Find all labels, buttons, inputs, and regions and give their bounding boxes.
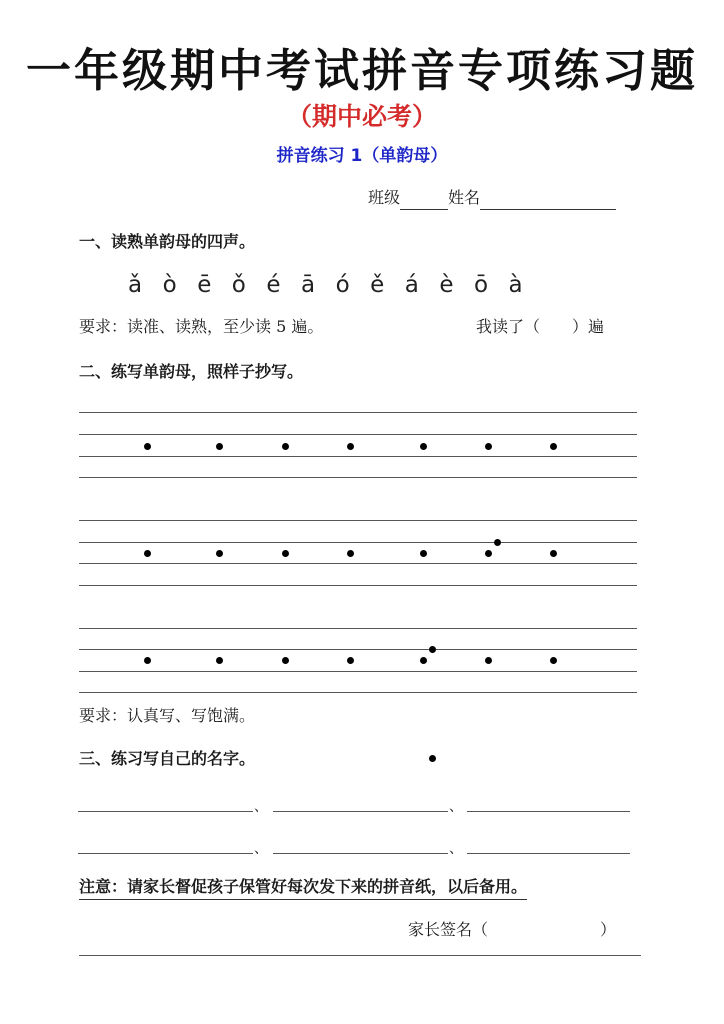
worksheet-subtitle: （期中必考） [286,102,437,131]
stray-dot [494,539,501,546]
guide-dot [216,657,223,664]
section1-requirement: 要求：读准、读熟，至少读 5 遍。 [79,317,324,336]
stray-dot [429,755,436,762]
pinyin-syllable: ē [197,272,212,298]
section2-requirement: 要求：认真写、写饱满。 [79,706,256,725]
pinyin-syllable: ǒ [231,272,246,298]
parent-signature-field[interactable]: 家长签名（ ） [408,920,617,939]
guide-dot [144,657,151,664]
grid-line [79,671,637,672]
grid-line [79,542,637,543]
section3-heading: 三、练习写自己的名字。 [79,749,256,768]
grid-line [79,456,637,457]
guide-dot [347,657,354,664]
pinyin-syllable: ō [473,272,489,298]
pinyin-syllable: ā [300,272,316,298]
pinyin-syllable: ǎ [128,272,143,298]
pinyin-syllable: ě [370,272,385,298]
student-info-row [368,186,616,210]
guide-dot [550,550,557,557]
name-label: 姓名 [448,188,481,207]
pinyin-tone-row [128,268,543,302]
guide-dot [347,550,354,557]
grid-line [79,692,637,693]
guide-dot [347,443,354,450]
name-blank[interactable] [273,811,448,812]
guide-dot [282,550,289,557]
guide-dot [420,657,427,664]
name-field[interactable] [480,192,616,210]
guide-dot [550,657,557,664]
name-blank[interactable] [78,811,253,812]
grid-line [79,434,637,435]
separator: 、 [449,841,463,857]
name-blank[interactable] [467,811,630,812]
guide-dot [485,550,492,557]
guide-dot [420,550,427,557]
guide-dot [550,443,557,450]
grid-line [79,563,637,564]
grid-line [79,412,637,413]
footer-divider [79,955,641,956]
guide-dot [144,550,151,557]
pinyin-syllable: á [404,272,419,298]
section2-heading: 二、练写单韵母，照样子抄写。 [79,362,304,381]
guide-dot [485,443,492,450]
guide-dot [485,657,492,664]
read-count-field[interactable]: 我读了（ ）遍 [476,317,605,336]
section1-heading: 一、读熟单韵母的四声。 [79,232,256,251]
pinyin-syllable: é [266,272,281,298]
stray-dot [429,646,436,653]
separator: 、 [449,799,463,815]
name-blank[interactable] [467,853,630,854]
class-field[interactable] [400,192,448,210]
worksheet-title: 一年级期中考试拼音专项练习题 [25,44,698,97]
separator: 、 [254,799,268,815]
grid-line [79,477,637,478]
grid-line [79,520,637,521]
guide-dot [282,657,289,664]
grid-line [79,585,637,586]
guide-dot [216,443,223,450]
guide-dot [282,443,289,450]
pinyin-syllable: è [439,272,454,298]
name-blank[interactable] [78,853,253,854]
pinyin-syllable: à [508,272,523,298]
pinyin-syllable: ò [162,272,177,298]
parent-note: 注意：请家长督促孩子保管好每次发下来的拼音纸，以后备用。 [79,876,527,900]
guide-dot [420,443,427,450]
guide-dot [144,443,151,450]
exercise-title: 拼音练习 1（单韵母） [276,146,448,166]
separator: 、 [254,841,268,857]
grid-line [79,628,637,629]
pinyin-syllable: ó [335,272,350,298]
class-label: 班级 [368,188,401,207]
name-blank[interactable] [273,853,448,854]
guide-dot [216,550,223,557]
grid-line [79,649,637,650]
